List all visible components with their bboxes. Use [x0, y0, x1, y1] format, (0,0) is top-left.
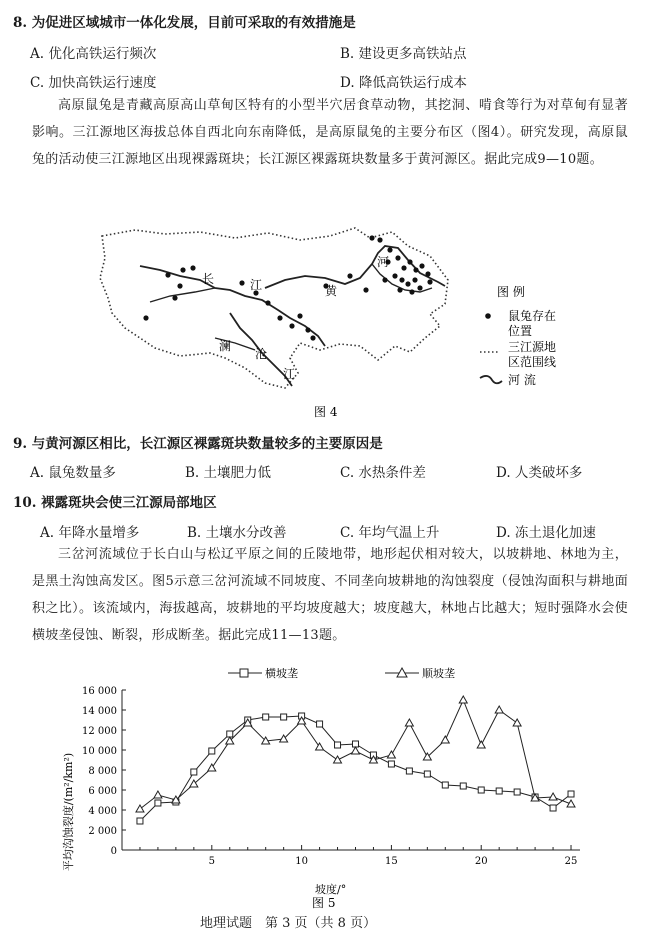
q8-option-c: C. 加快高铁运行速度: [30, 75, 157, 91]
label-cang: 沧: [255, 347, 268, 361]
data-point-square: [550, 805, 556, 811]
data-point-square: [568, 791, 574, 797]
legend-title: 图 例: [497, 285, 525, 299]
q10-option-c: C. 年均气温上升: [340, 525, 440, 541]
legend-square-icon: [240, 669, 248, 677]
y-tick-label: 4 000: [88, 806, 117, 817]
figure-5-caption: 图 5: [312, 896, 336, 910]
data-point-triangle: [405, 719, 413, 726]
figure-4-map: [0, 218, 648, 428]
data-point-square: [406, 768, 412, 774]
data-point-square: [514, 789, 520, 795]
q8-option-a: A. 优化高铁运行频次: [30, 46, 157, 62]
question-10-stem: 10. 裸露斑块会使三江源局部地区: [13, 495, 217, 511]
y-tick-label: 6 000: [88, 786, 117, 797]
q10-option-d: D. 冻土退化加速: [496, 525, 596, 541]
data-point-triangle: [351, 747, 359, 754]
x-axis-label: 坡度/°: [315, 883, 347, 896]
data-point-square: [388, 761, 394, 767]
legend-series-2: 顺坡垄: [422, 667, 455, 680]
q9-option-d: D. 人类破坏多: [496, 465, 583, 481]
y-tick-label: 10 000: [82, 746, 117, 757]
x-tick-label: 25: [564, 856, 578, 867]
river-yangtze-branch: [150, 288, 215, 302]
y-tick-label: 14 000: [82, 706, 117, 717]
legend-item-boundary-2: 区范围线: [508, 355, 557, 369]
legend-item-boundary-1: 三江源地: [508, 340, 557, 354]
data-point-triangle: [441, 736, 449, 743]
data-point-square: [155, 800, 161, 806]
y-tick-label: 0: [110, 846, 117, 857]
question-9-stem: 9. 与黄河源区相比，长江源区裸露斑块数量较多的主要原因是: [13, 436, 383, 452]
data-point-triangle: [513, 719, 521, 726]
y-tick-label: 2 000: [88, 826, 117, 837]
legend-dot-icon: [485, 313, 491, 319]
q8-option-b: B. 建设更多高铁站点: [340, 46, 467, 62]
label-he: 河: [377, 255, 390, 269]
q10-option-a: A. 年降水量增多: [40, 525, 140, 541]
data-point-square: [496, 788, 502, 794]
data-point-square: [335, 742, 341, 748]
legend-river-icon: [480, 376, 502, 383]
data-point-square: [424, 771, 430, 777]
legend-item-pika-2: 位置: [508, 324, 533, 338]
figure-5-chart: [0, 660, 648, 910]
q8-option-d: D. 降低高铁运行成本: [340, 75, 467, 91]
x-tick-label: 15: [385, 856, 398, 867]
data-point-triangle: [567, 800, 575, 807]
data-point-triangle: [316, 743, 324, 750]
data-point-triangle: [459, 696, 467, 703]
question-8-stem: 8. 为促进区域城市一体化发展，目前可采取的有效措施是: [13, 15, 356, 31]
data-point-triangle: [477, 741, 485, 748]
x-tick-label: 10: [295, 856, 308, 867]
data-point-triangle: [495, 706, 503, 713]
data-point-triangle: [136, 805, 144, 812]
data-point-square: [281, 714, 287, 720]
x-tick-label: 5: [208, 856, 215, 867]
y-tick-label: 16 000: [82, 686, 117, 697]
data-point-square: [460, 783, 466, 789]
series-line-1: [140, 716, 571, 821]
river-yellow: [265, 246, 445, 288]
x-tick-label: 20: [474, 856, 488, 867]
q10-option-b: B. 土壤水分改善: [187, 525, 287, 541]
data-point-triangle: [549, 793, 557, 800]
legend-series-1: 横坡垄: [265, 667, 298, 680]
chart-legend: [228, 666, 455, 680]
q9-option-a: A. 鼠兔数量多: [30, 465, 116, 481]
label-jiang2: 江: [283, 367, 296, 381]
q9-option-c: C. 水热条件差: [340, 465, 426, 481]
data-point-square: [263, 714, 269, 720]
legend-item-pika-1: 鼠兔存在: [508, 309, 557, 323]
legend-item-river: 河 流: [508, 373, 536, 387]
passage-sanchahe: 三岔河流域位于长白山与松辽平原之间的丘陵地带，地形起伏相对较大，以坡耕地、林地为主，是黑土沟蚀高发区。图5示意三岔河流域不同坡度、不同垄向坡耕地的沟蚀裂度（侵蚀沟面积与耕地面积之比）。该流域内，海拔越高，坡耕地的平均坡度越大；坡度越大，林地占比越大；短时强降水会使横坡垄侵蚀、断裂，形成断垄。据此完成11—13题。: [32, 547, 628, 643]
label-huang: 黄: [325, 284, 338, 298]
data-point-square: [191, 769, 197, 775]
label-lan: 澜: [219, 339, 232, 353]
data-point-square: [209, 748, 215, 754]
data-point-triangle: [208, 764, 216, 771]
figure-4-caption: 图 4: [314, 405, 338, 419]
page-footer: 地理试题 第 3 页（共 8 页）: [200, 916, 377, 931]
y-tick-label: 12 000: [82, 726, 117, 737]
data-point-triangle: [334, 756, 342, 763]
y-axis-label: 平均沟蚀裂度/(m²/km²): [62, 752, 75, 872]
data-point-square: [442, 782, 448, 788]
data-point-triangle: [387, 751, 395, 758]
q9-option-b: B. 土壤肥力低: [185, 465, 272, 481]
y-tick-label: 8 000: [88, 766, 117, 777]
pika-dots: [143, 235, 432, 340]
label-jiang: 江: [250, 278, 263, 292]
data-point-square: [478, 787, 484, 793]
data-point-square: [317, 721, 323, 727]
data-point-triangle: [154, 791, 162, 798]
passage-pika: 高原鼠兔是青藏高原高山草甸区特有的小型半穴居食草动物，其挖洞、啃食等行为对草甸有显著影响。三江源地区海拔总体自西北向东南降低，是高原鼠兔的主要分布区（图4）。研究发现，高原鼠兔的活动使三江源地区出现裸露斑块；长江源区裸露斑块数量多于黄河源区。据此完成9—10题。: [32, 98, 628, 167]
data-point-square: [137, 818, 143, 824]
label-chang: 长: [202, 272, 215, 286]
